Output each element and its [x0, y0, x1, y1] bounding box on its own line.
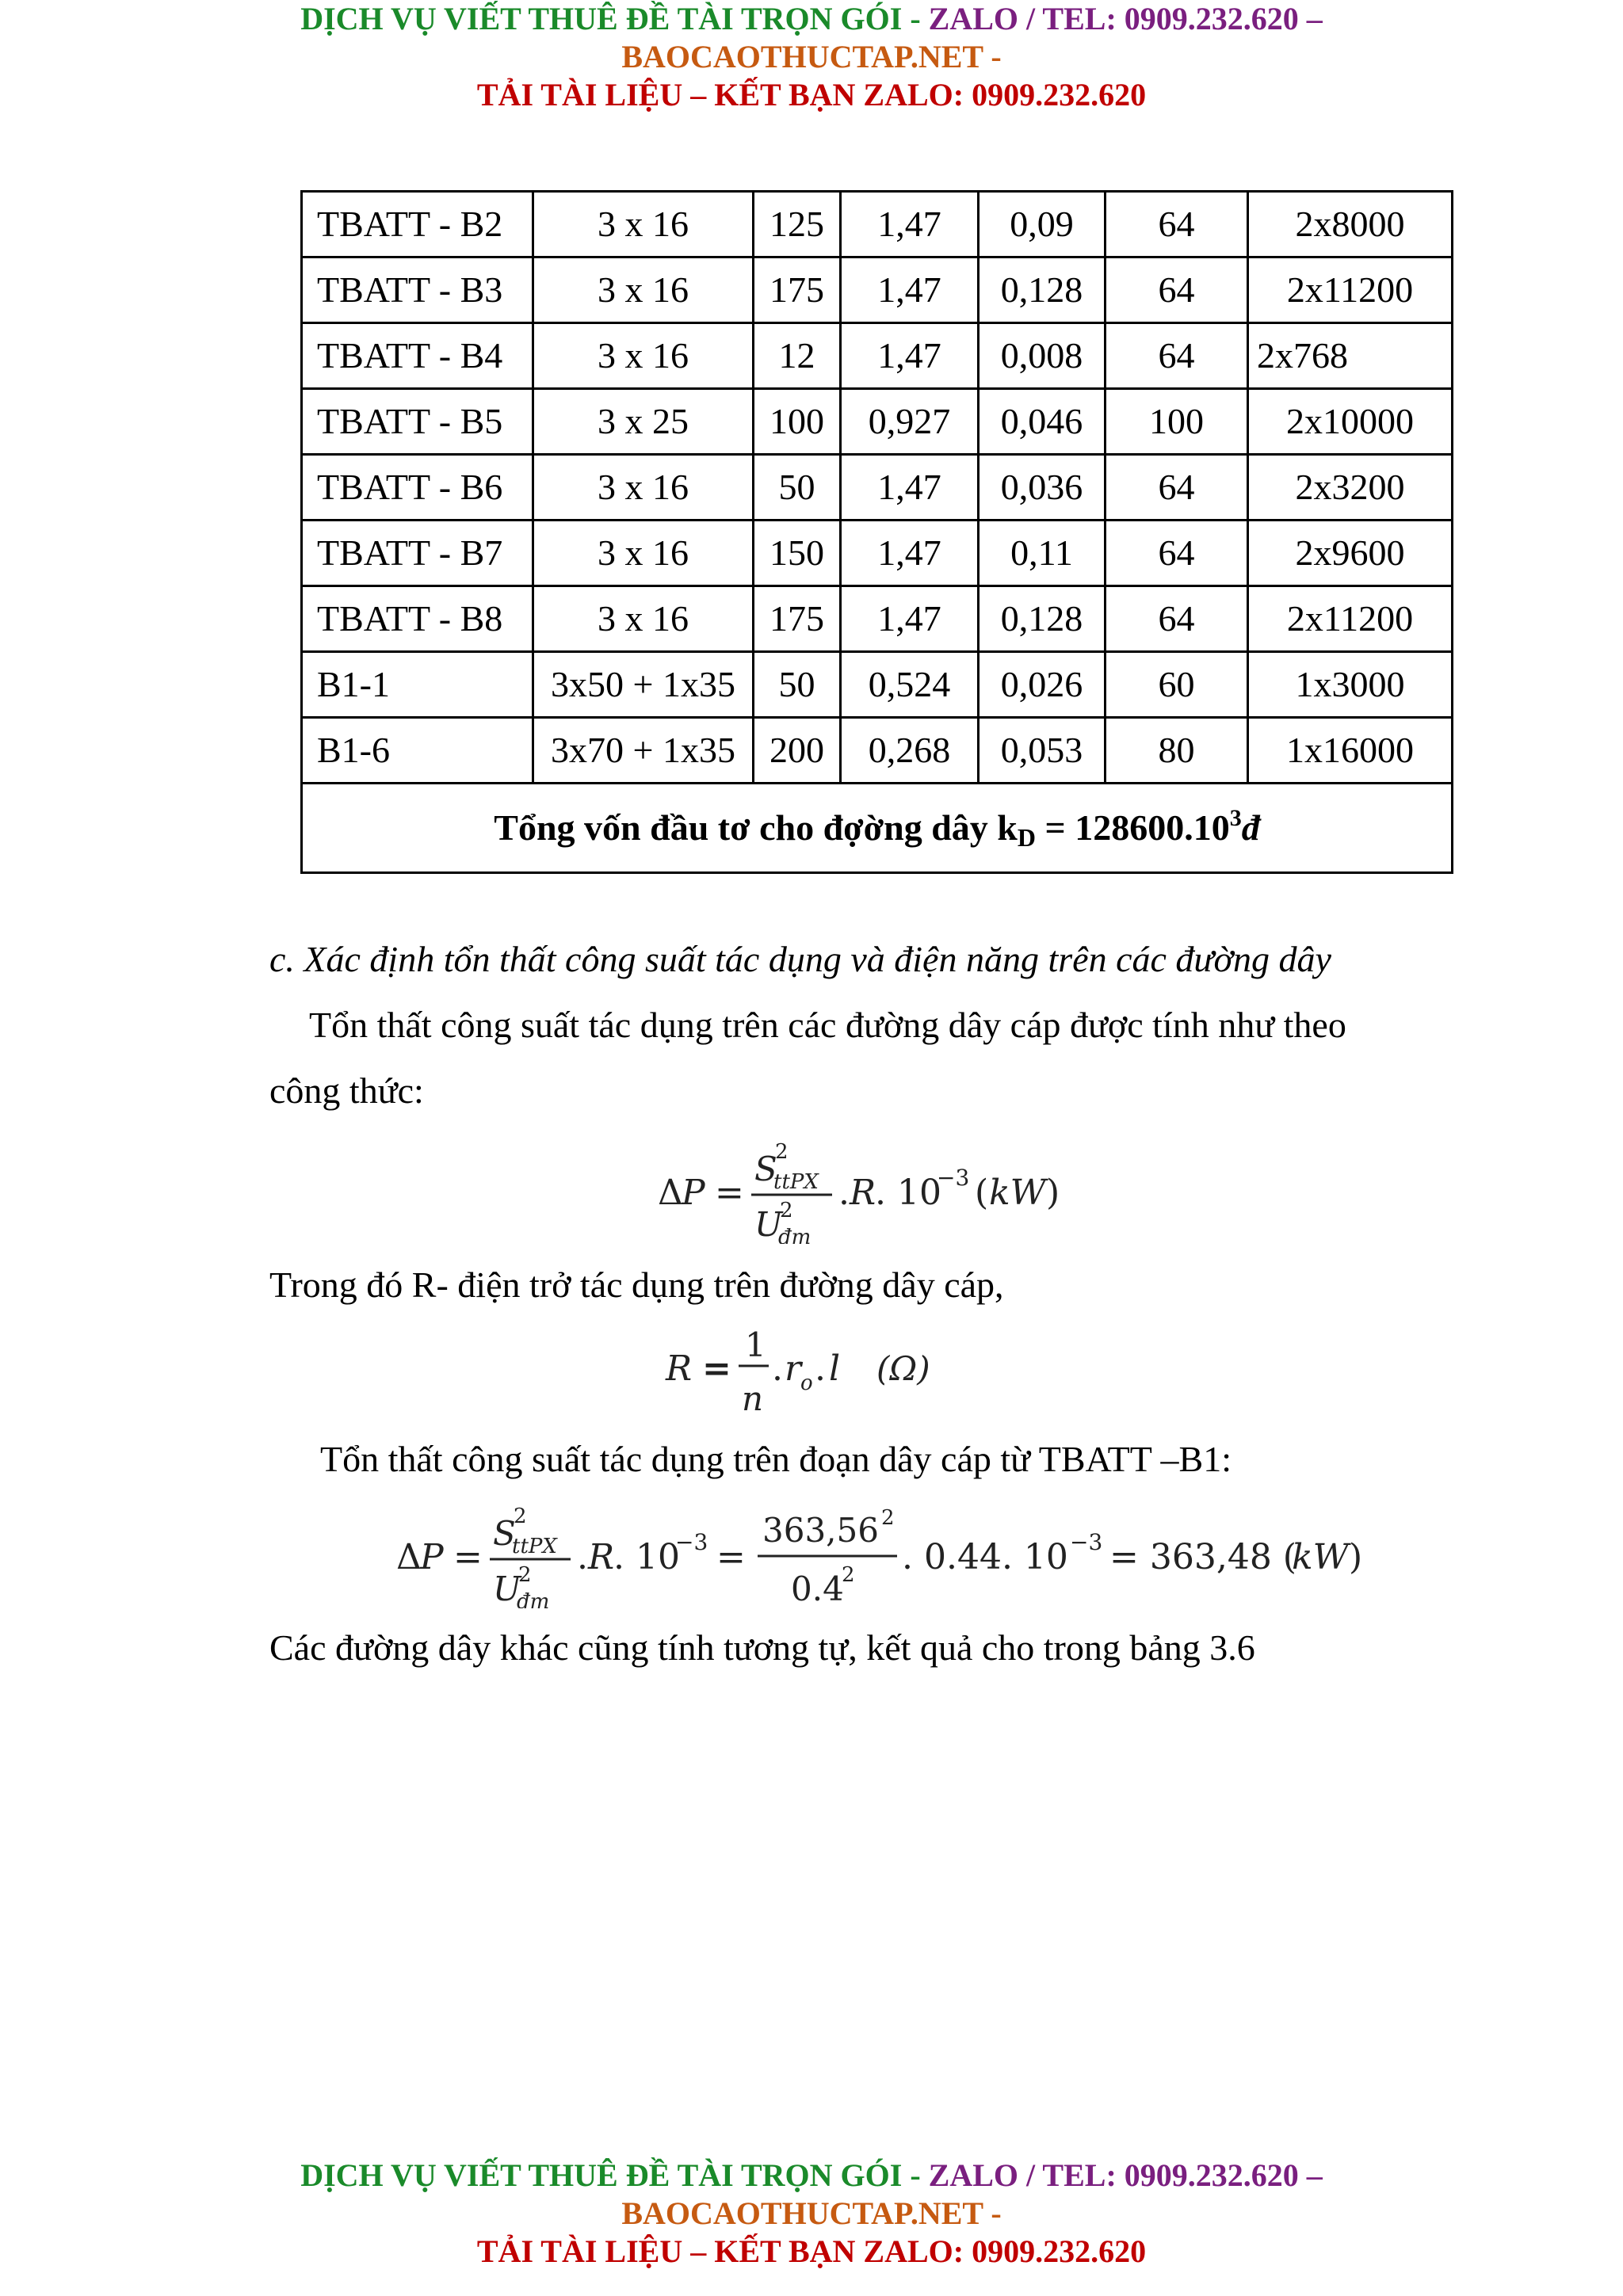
table-row: [302, 323, 1453, 389]
svg-text:): ): [1046, 1173, 1060, 1213]
svg-text:. 0.44. 10: . 0.44. 10: [902, 1537, 1068, 1577]
footer-website: BAOCAOTHUCTAP.NET -: [621, 2195, 1002, 2231]
svg-text:P: P: [420, 1537, 444, 1577]
svg-text:P: P: [682, 1173, 705, 1213]
svg-text:.: .: [838, 1173, 850, 1213]
svg-text:S: S: [493, 1514, 516, 1553]
svg-text:U: U: [493, 1569, 521, 1608]
header-banner: [0, 0, 1623, 114]
total-unit: đ: [1241, 807, 1260, 848]
table-cell: 2x9600: [1248, 521, 1453, 586]
table-cell: 3x50 + 1x35: [533, 652, 754, 718]
table-cell: 64: [1106, 323, 1248, 389]
svg-text:kW: kW: [989, 1173, 1046, 1213]
svg-text:U: U: [754, 1205, 783, 1244]
svg-text:−3: −3: [1070, 1529, 1103, 1555]
svg-text:đm: đm: [778, 1226, 812, 1244]
svg-text:kW: kW: [1292, 1537, 1349, 1577]
table-cell: TBATT - B4: [302, 323, 533, 389]
table-cell: B1-1: [302, 652, 533, 718]
table-row: [302, 455, 1453, 521]
table-cell: 64: [1106, 192, 1248, 257]
table-cell: 0,128: [979, 257, 1106, 323]
svg-text:=: =: [702, 1348, 731, 1389]
table-cell: 3 x 16: [533, 323, 754, 389]
table-cell: 150: [754, 521, 841, 586]
svg-text:n: n: [742, 1379, 764, 1418]
table-cell: 80: [1106, 718, 1248, 784]
paragraph-4: Các đường dây khác cũng tính tương tự, kết quả cho trong bảng 3.6: [269, 1627, 1255, 1668]
svg-text:ttPX: ttPX: [512, 1535, 557, 1558]
table-cell: 3 x 16: [533, 586, 754, 652]
table-cell: B1-6: [302, 718, 533, 784]
footer-banner: [0, 2157, 1623, 2271]
table-cell: 64: [1106, 586, 1248, 652]
svg-text:(: (: [975, 1173, 989, 1213]
svg-text:2: 2: [514, 1505, 527, 1528]
table-cell: 0,036: [979, 455, 1106, 521]
table-cell: 1,47: [841, 586, 979, 652]
table-row: [302, 192, 1453, 257]
table-cell: 3 x 16: [533, 521, 754, 586]
svg-text:2: 2: [842, 1563, 855, 1587]
table-row: [302, 257, 1453, 323]
svg-text:R: R: [666, 1348, 693, 1389]
table-cell: 50: [754, 652, 841, 718]
table-cell: 1x16000: [1248, 718, 1453, 784]
svg-text:1: 1: [745, 1325, 766, 1364]
total-subscript: D: [1017, 823, 1036, 852]
table-cell: 0,128: [979, 586, 1106, 652]
total-cell: [302, 784, 1453, 873]
section-heading: c. Xác định tổn thất công suất tác dụng và điện năng trên các đường dây: [269, 939, 1331, 979]
paragraph-1-line-2: công thức:: [269, 1070, 424, 1111]
table-row: [302, 521, 1453, 586]
table-cell: 60: [1106, 652, 1248, 718]
paragraph-1-line-1: Tổn thất công suất tác dụng trên các đường dây cáp được tính như theo: [309, 1005, 1346, 1045]
table-cell: 50: [754, 455, 841, 521]
table-cell: 2x11200: [1248, 257, 1453, 323]
total-row: [302, 784, 1453, 873]
table-cell: 3 x 16: [533, 455, 754, 521]
table-cell: 1,47: [841, 521, 979, 586]
table-cell: 2x768: [1248, 323, 1453, 389]
svg-text:Δ: Δ: [658, 1173, 683, 1213]
table-cell: 0,524: [841, 652, 979, 718]
svg-text:ttPX: ttPX: [773, 1170, 819, 1194]
svg-text:R: R: [588, 1537, 615, 1577]
svg-text:−3: −3: [675, 1529, 708, 1555]
table-cell: 2x3200: [1248, 455, 1453, 521]
svg-text:=: =: [715, 1173, 744, 1213]
svg-text:0.4: 0.4: [791, 1569, 844, 1608]
total-value: = 128600.10: [1035, 807, 1230, 848]
table-cell: 3 x 25: [533, 389, 754, 455]
table-cell: 175: [754, 257, 841, 323]
table-cell: 1x3000: [1248, 652, 1453, 718]
table-cell: TBATT - B5: [302, 389, 533, 455]
svg-text:. 10: . 10: [875, 1173, 941, 1213]
svg-text:2: 2: [780, 1199, 793, 1222]
table-cell: TBATT - B3: [302, 257, 533, 323]
svg-text:.: .: [772, 1348, 783, 1389]
header-line-1: [0, 0, 1623, 38]
svg-text:= 363,48 (: = 363,48 (: [1109, 1537, 1296, 1577]
footer-line-1: [0, 2157, 1623, 2195]
table-row: [302, 718, 1453, 784]
header-service-text: DỊCH VỤ VIẾT THUÊ ĐỀ TÀI TRỌN GÓI -: [300, 1, 929, 36]
table-row: [302, 652, 1453, 718]
table-cell: 1,47: [841, 323, 979, 389]
table-cell: TBATT - B2: [302, 192, 533, 257]
paragraph-3: Tổn thất công suất tác dụng trên đoạn dây cáp từ TBATT –B1:: [320, 1439, 1232, 1479]
header-download-text: TẢI TÀI LIỆU – KẾT BẠN ZALO: 0909.232.620: [476, 77, 1147, 113]
header-contact-text: ZALO / TEL: 0909.232.620 –: [928, 1, 1323, 36]
table-cell: 0,09: [979, 192, 1106, 257]
table-cell: 2x11200: [1248, 586, 1453, 652]
svg-text:.: .: [577, 1537, 588, 1577]
table-cell: 64: [1106, 521, 1248, 586]
table-cell: 0,026: [979, 652, 1106, 718]
table-cell: 64: [1106, 257, 1248, 323]
table-cell: 100: [754, 389, 841, 455]
table-cell: 100: [1106, 389, 1248, 455]
paragraph-2: Trong đó R- điện trở tác dụng trên đường dây cáp,: [269, 1264, 1004, 1305]
total-superscript: 3: [1229, 805, 1242, 831]
svg-text:=: =: [716, 1537, 746, 1577]
cable-investment-table: [300, 190, 1453, 874]
table-cell: 175: [754, 586, 841, 652]
table-cell: 0,11: [979, 521, 1106, 586]
table-row: [302, 389, 1453, 455]
table-cell: 3x70 + 1x35: [533, 718, 754, 784]
header-website: BAOCAOTHUCTAP.NET -: [621, 39, 1002, 74]
table-cell: TBATT - B8: [302, 586, 533, 652]
resistance-formula: [658, 1317, 959, 1420]
svg-text:.: .: [815, 1348, 826, 1389]
svg-text:S: S: [754, 1150, 777, 1188]
svg-text:2: 2: [518, 1563, 532, 1587]
footer-contact-text: ZALO / TEL: 0909.232.620 –: [928, 2157, 1323, 2193]
svg-text:o: o: [800, 1371, 813, 1395]
power-loss-formula: [650, 1125, 1094, 1244]
table-cell: 200: [754, 718, 841, 784]
table-cell: 1,47: [841, 455, 979, 521]
table-cell: TBATT - B7: [302, 521, 533, 586]
table-cell: 125: [754, 192, 841, 257]
svg-text:2: 2: [881, 1506, 895, 1530]
table-cell: 1,47: [841, 257, 979, 323]
svg-text:−3: −3: [937, 1165, 970, 1191]
footer-download-text: TẢI TÀI LIỆU – KẾT BẠN ZALO: 0909.232.620: [476, 2233, 1147, 2269]
svg-text:363,56: 363,56: [762, 1511, 879, 1550]
footer-service-text: DỊCH VỤ VIẾT THUÊ ĐỀ TÀI TRỌN GÓI -: [300, 2157, 929, 2193]
svg-text:đm: đm: [517, 1590, 550, 1608]
svg-text:2: 2: [775, 1140, 789, 1164]
table-cell: 0,927: [841, 389, 979, 455]
power-loss-calculation: [388, 1489, 1371, 1608]
table-cell: 64: [1106, 455, 1248, 521]
table-cell: 3 x 16: [533, 192, 754, 257]
svg-text:Δ: Δ: [396, 1537, 422, 1577]
table-cell: 0,008: [979, 323, 1106, 389]
table-cell: 1,47: [841, 192, 979, 257]
svg-text:(Ω): (Ω): [876, 1349, 930, 1388]
table-row: [302, 586, 1453, 652]
table-cell: 2x8000: [1248, 192, 1453, 257]
svg-text:l: l: [829, 1348, 841, 1389]
table-cell: 0,046: [979, 389, 1106, 455]
svg-text:R: R: [850, 1173, 876, 1213]
table-cell: 2x10000: [1248, 389, 1453, 455]
table-cell: 0,268: [841, 718, 979, 784]
table-cell: TBATT - B6: [302, 455, 533, 521]
table-cell: 12: [754, 323, 841, 389]
svg-text:. 10: . 10: [613, 1537, 680, 1577]
svg-text:r: r: [785, 1348, 802, 1389]
table-cell: 3 x 16: [533, 257, 754, 323]
svg-text:=: =: [453, 1537, 483, 1577]
svg-text:): ): [1349, 1537, 1363, 1577]
table-cell: 0,053: [979, 718, 1106, 784]
total-label: Tổng vốn đầu tơ cho đợờng dây k: [494, 807, 1018, 848]
